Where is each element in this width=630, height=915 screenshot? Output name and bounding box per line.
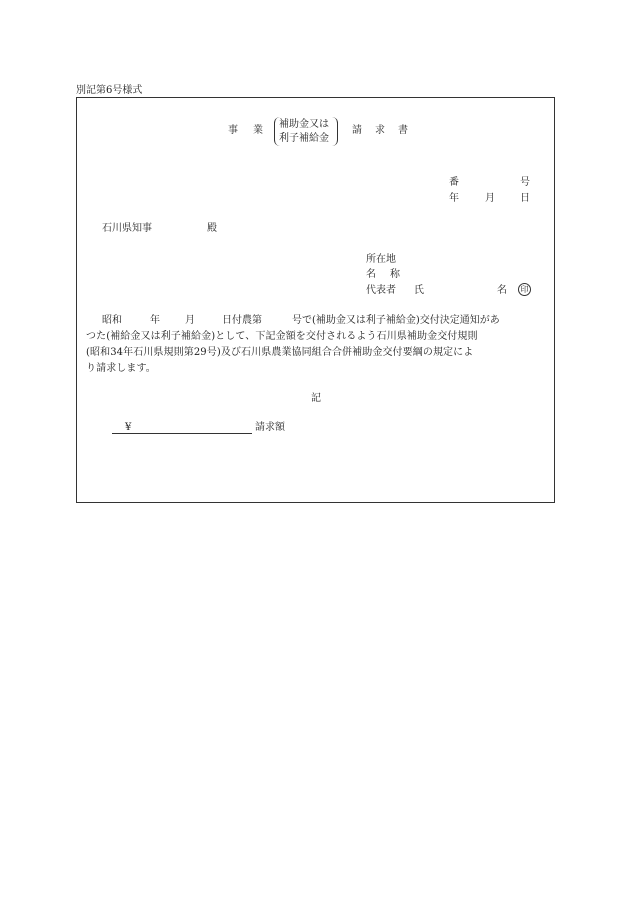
title-char-gyo: 業	[253, 125, 263, 136]
body-year: 年	[150, 315, 160, 326]
body-line-4: り請求します。	[86, 363, 156, 374]
year-label: 年	[449, 193, 459, 204]
title-choice-brackets	[274, 117, 338, 146]
representative-shi: 氏	[414, 285, 424, 296]
title-char-sei: 請	[352, 125, 362, 136]
amount-currency: ¥	[125, 422, 132, 433]
body-month: 月	[185, 315, 195, 326]
record-label: 記	[311, 393, 321, 404]
title-char-sho: 書	[398, 125, 408, 136]
amount-underline	[112, 433, 252, 434]
title-char-kyu: 求	[375, 125, 385, 136]
title-choice-interest: 利子補給金	[279, 133, 329, 144]
number-label: 番	[449, 177, 459, 188]
body-era: 昭和	[102, 315, 122, 326]
amount-label: 請求額	[255, 422, 285, 433]
name-label-char-2: 称	[390, 269, 400, 280]
name-label-char-1: 名	[366, 269, 376, 280]
title-choice-subsidy: 補助金又は	[279, 119, 329, 130]
month-label: 月	[485, 193, 495, 204]
addressee-name: 石川県知事	[102, 223, 152, 234]
body-date-notice: 日付農第	[222, 315, 262, 326]
day-label: 日	[520, 193, 530, 204]
form-frame	[76, 97, 555, 503]
body-line-2: つた(補給金又は利子補給金)として、下記金額を交付されるよう石川県補助金交付規則	[86, 331, 478, 342]
representative-label: 代表者	[366, 285, 396, 296]
number-suffix: 号	[520, 177, 530, 188]
address-label: 所在地	[366, 254, 396, 265]
representative-mei: 名	[497, 285, 507, 296]
body-line-3: (昭和34年石川県規則第29号)及び石川県農業協同組合合併補助金交付要綱の規定によ	[86, 347, 474, 358]
addressee-honorific: 殿	[207, 223, 217, 234]
body-line1-rest: 号で(補助金又は利子補給金)交付決定通知があ	[292, 315, 500, 326]
title-char-ji: 事	[228, 125, 238, 136]
form-number-label: 別記第6号様式	[76, 85, 143, 96]
seal-mark-icon: 印	[518, 283, 531, 296]
